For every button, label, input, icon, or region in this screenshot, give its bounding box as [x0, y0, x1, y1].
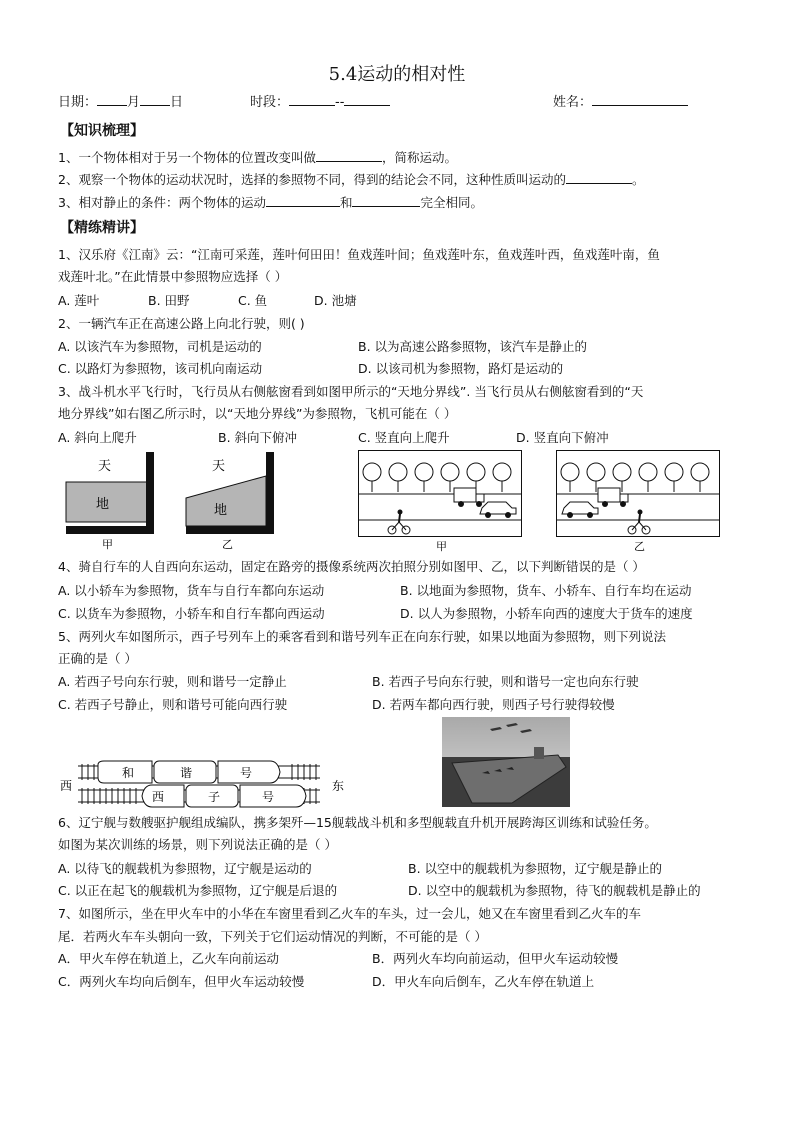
name-label: 姓名： [553, 95, 593, 110]
q5-stem-line1: 5、两列火车如图所示，西子号列车上的乘客看到和谐号列车正在向东行驶，如果以地面为参照物，则下列说法 [58, 629, 666, 644]
q5-option-a[interactable]: A. 若西子号向东行驶，则和谐号一定静止 [58, 674, 287, 689]
q7-option-d[interactable]: D．甲火车向后倒车，乙火车停在轨道上 [372, 974, 595, 989]
q1-stem-line2: 戏莲叶北。”在此情景中参照物应选择（ ） [58, 269, 288, 284]
q3-option-a[interactable]: A. 斜向上爬升 [58, 430, 137, 445]
knowledge-text: ，简称运动。 [381, 150, 457, 165]
sky-label: 天 [212, 459, 226, 474]
q3-option-b[interactable]: B. 斜向下俯冲 [218, 430, 298, 445]
answer-blank[interactable] [266, 194, 340, 207]
train-car-label: 号 [262, 790, 275, 804]
q7-option-c[interactable]: C．两列火车均向后倒车，但甲火车运动较慢 [58, 974, 305, 989]
section-practice-heading: 【精练精讲】 [60, 220, 144, 236]
west-label: 西 [60, 779, 73, 793]
q4-option-b[interactable]: B. 以地面为参照物，货车、小轿车、自行车均在运动 [400, 583, 692, 598]
trains-figure [58, 758, 348, 810]
carrier-island [534, 747, 544, 759]
ground-label: 地 [214, 503, 228, 518]
q1-option-a[interactable]: A. 莲叶 [58, 293, 100, 308]
knowledge-text: 。 [631, 172, 645, 187]
q3-stem-line1: 3、战斗机水平飞行时，飞行员从右侧舷窗看到如图甲所示的“天地分界线”. 当飞行员从右侧舷窗看到的“天 [58, 384, 644, 399]
q2-option-a[interactable]: A. 以该汽车为参照物，司机是运动的 [58, 339, 262, 354]
period-dash: -- [335, 95, 345, 110]
road-figure-yi [556, 450, 720, 554]
q2-option-c[interactable]: C. 以路灯为参照物，该司机向南运动 [58, 361, 263, 376]
carrier-photo [442, 717, 570, 807]
q1-option-b[interactable]: B. 田野 [148, 293, 190, 308]
answer-blank[interactable] [566, 171, 632, 184]
q2-stem: 2、一辆汽车正在高速公路上向北行驶，则( ) [58, 316, 305, 331]
ground-label: 地 [96, 497, 110, 512]
period-start-blank[interactable] [289, 93, 335, 106]
train-car-label: 谐 [180, 766, 193, 780]
date-field [58, 93, 183, 112]
q5-stem-line2: 正确的是（ ） [58, 651, 137, 666]
train-car-label: 号 [240, 766, 253, 780]
figure-caption-yi: 乙 [222, 538, 233, 551]
q4-option-c[interactable]: C. 以货车为参照物，小轿车和自行车都向西运动 [58, 606, 325, 621]
figure-caption-yi: 乙 [634, 540, 645, 553]
name-blank[interactable] [592, 93, 688, 106]
q2-option-b[interactable]: B. 以为高速公路参照物，该汽车是静止的 [358, 339, 588, 354]
knowledge-text: 2、观察一个物体的运动状况时，选择的参照物不同，得到的结论会不同，这种性质叫运动的 [58, 172, 566, 187]
q5-option-d[interactable]: D. 若两车都向西行驶，则西子号行驶得较慢 [372, 697, 615, 712]
q6-option-c[interactable]: C. 以正在起飞的舰载机为参照物，辽宁舰是后退的 [58, 883, 338, 898]
day-label: 日 [170, 95, 184, 110]
date-label: 日期： [58, 95, 98, 110]
q7-option-b[interactable]: B．两列火车均向前运动，但甲火车运动较慢 [372, 951, 619, 966]
knowledge-text: 3、相对静止的条件：两个物体的运动 [58, 195, 266, 210]
q7-stem-line2: 尾．若两火车车头朝向一致，下列关于它们运动情况的判断，不可能的是（ ） [58, 929, 487, 944]
tilted-ground-region [186, 476, 266, 526]
q4-stem: 4、骑自行车的人自西向东运动，固定在路旁的摄像系统两次拍照分别如图甲、乙，以下判断错误的是（ ） [58, 559, 645, 574]
knowledge-item-3 [58, 194, 483, 212]
sky-label: 天 [98, 459, 112, 474]
period-label: 时段： [250, 95, 290, 110]
answer-blank[interactable] [352, 194, 420, 207]
train-car-label: 和 [122, 766, 135, 780]
day-blank[interactable] [140, 93, 170, 106]
q5-option-c[interactable]: C. 若西子号静止，则和谐号可能向西行驶 [58, 697, 288, 712]
period-end-blank[interactable] [344, 93, 390, 106]
q6-option-a[interactable]: A. 以待飞的舰载机为参照物，辽宁舰是运动的 [58, 861, 312, 876]
train-car-label: 子 [208, 790, 221, 804]
horizon-figure-jia [60, 450, 160, 550]
q4-option-a[interactable]: A. 以小轿车为参照物，货车与自行车都向东运动 [58, 583, 325, 598]
q5-option-b[interactable]: B. 若西子号向东行驶，则和谐号一定也向东行驶 [372, 674, 639, 689]
section-knowledge-heading: 【知识梳理】 [60, 123, 144, 139]
road-figure-jia [358, 450, 522, 554]
figure-caption-jia: 甲 [436, 540, 447, 553]
month-label: 月 [127, 95, 141, 110]
q6-stem-line1: 6、辽宁舰与数艘驱护舰组成编队，携多架歼—15舰载战斗机和多型舰载直升机开展跨海区训练和试验任务。 [58, 815, 657, 830]
q6-stem-line2: 如图为某次训练的场景，则下列说法正确的是（ ） [58, 837, 337, 852]
q7-stem-line1: 7、如图所示，坐在甲火车中的小华在车窗里看到乙火车的车头，过一会儿，她又在车窗里看到乙火车的车 [58, 906, 641, 921]
knowledge-item-2 [58, 171, 644, 189]
knowledge-text: 完全相同。 [420, 195, 483, 210]
knowledge-text: 1、一个物体相对于另一个物体的位置改变叫做 [58, 150, 316, 165]
q3-option-c[interactable]: C. 竖直向上爬升 [358, 430, 450, 445]
q1-option-c[interactable]: C. 鱼 [238, 293, 268, 308]
q2-option-d[interactable]: D. 以该司机为参照物，路灯是运动的 [358, 361, 564, 376]
xizi-train [142, 785, 306, 807]
name-field [553, 93, 688, 112]
q1-stem-line1: 1、汉乐府《江南》云：“江南可采莲，莲叶何田田！鱼戏莲叶间；鱼戏莲叶东，鱼戏莲叶西，鱼戏莲叶南，鱼 [58, 247, 660, 262]
answer-blank[interactable] [316, 149, 382, 162]
figure-caption-jia: 甲 [102, 538, 113, 551]
east-label: 东 [332, 779, 345, 793]
q6-option-d[interactable]: D. 以空中的舰载机为参照物，待飞的舰载机是静止的 [408, 883, 701, 898]
knowledge-item-1 [58, 149, 457, 167]
q3-option-d[interactable]: D. 竖直向下俯冲 [516, 430, 609, 445]
train-car-label: 西 [152, 790, 165, 804]
month-blank[interactable] [97, 93, 127, 106]
q7-option-a[interactable]: A．甲火车停在轨道上，乙火车向前运动 [58, 951, 280, 966]
q6-option-b[interactable]: B. 以空中的舰载机为参照物，辽宁舰是静止的 [408, 861, 663, 876]
hexie-train [98, 761, 280, 783]
q3-stem-line2: 地分界线”如右图乙所示时，以“天地分界线”为参照物，飞机可能在（ ） [58, 406, 457, 421]
page-title: 5.4运动的相对性 [328, 64, 466, 85]
q4-option-d[interactable]: D. 以人为参照物，小轿车向西的速度大于货车的速度 [400, 606, 693, 621]
knowledge-text: 和 [339, 195, 353, 210]
q1-option-d[interactable]: D. 池塘 [314, 293, 357, 308]
period-field [250, 93, 390, 112]
horizon-figure-yi [180, 450, 280, 550]
